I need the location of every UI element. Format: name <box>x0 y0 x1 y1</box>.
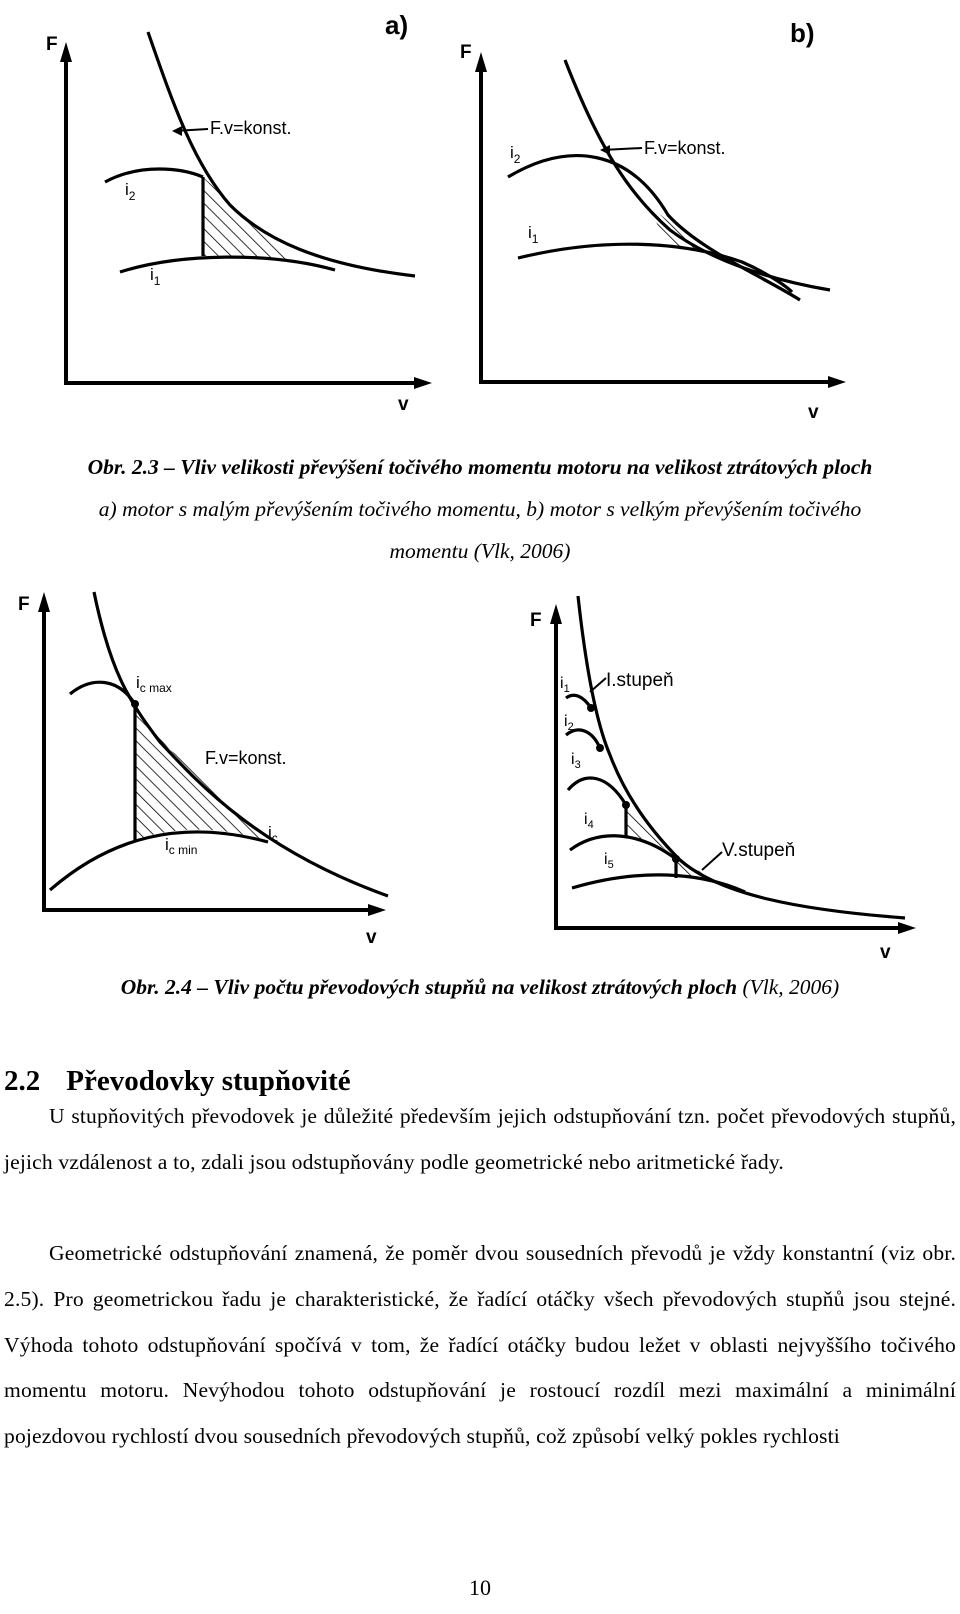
left-i-c-min-sub: c min <box>168 843 198 857</box>
left-panel-i-c-label <box>268 823 278 845</box>
left-i-c-min-i: i <box>165 835 169 854</box>
left-panel-x-axis-label: v <box>366 927 377 948</box>
left-panel-i-c-max-label <box>136 673 172 695</box>
left-i-c-i: i <box>268 823 272 842</box>
left-panel-y-axis-label: F <box>18 594 30 615</box>
panel-b-x-arrow <box>828 376 846 388</box>
panel-a-y-arrow <box>60 42 72 62</box>
gear-5-sub: 5 <box>607 859 614 871</box>
left-i-c-sub: c <box>271 831 278 845</box>
right-panel-y-arrow <box>550 604 562 624</box>
left-i-c-max-sub: c max <box>139 681 172 695</box>
gear-2-i: i <box>564 713 568 730</box>
panel-a-gear-1-i: i <box>150 265 154 284</box>
gear-2-sub: 2 <box>567 721 574 733</box>
paragraph-1: U stupňovitých převodovek je důležité především jejich odstupňování tzn. počet převodových stupňů, jejich vzdálenost a to, zdali jsou odstupňovány podle geometrické nebo aritmetické řady. <box>4 1104 956 1174</box>
panel-a-label: a) <box>385 10 409 40</box>
right-panel-x-arrow <box>898 922 916 934</box>
gear-5-i: i <box>604 851 608 868</box>
right-panel-envelope-curve <box>578 596 905 918</box>
right-panel-gear-5-curve <box>572 875 745 892</box>
left-panel-y-arrow <box>38 592 50 612</box>
panel-b-gear-1-label <box>528 223 539 246</box>
panel-a-gear-1-sub: 1 <box>153 274 161 288</box>
panel-a-x-arrow <box>414 377 432 389</box>
section-number: 2.2 <box>4 1065 41 1097</box>
panel-b-constant-power-curve <box>565 60 830 290</box>
right-panel-point-1 <box>587 704 595 712</box>
right-panel-gear-4-label <box>584 811 594 831</box>
paragraph-2: Geometrické odstupňování znamená, že poměr dvou sousedních převodů je vždy konstantní (viz obr. 2.5). Pro geometrickou řadu je charakteristické, že řadící otáčky všech převodových stupňů jsou stejné. Výhoda tohoto odstupňování spočívá v tom, že řadící otáčky budou ležet v oblasti nejvyššího točivého momentu motoru. Nevýhodou tohoto odstupňování je rostoucí rozdíl mezi maximální a minimální pojezdovou rychlostí dvou sousedních převodových stupňů, což způsobí velký pokles rychlosti <box>4 1241 956 1449</box>
figure-2-3-caption-line-1 <box>0 446 960 488</box>
right-panel-y-axis-label: F <box>530 610 542 631</box>
left-panel-i-c-min-curve <box>50 832 268 890</box>
panel-b-y-axis-label: F <box>460 42 472 63</box>
page-number: 10 <box>469 1575 491 1600</box>
panel-a-gear-1-label <box>150 265 161 288</box>
right-panel-gear-5-label <box>604 851 614 871</box>
right-panel-fifth-gear-label: V.stupeň <box>722 840 796 861</box>
figure-2-3-caption-lead: Obr. 2.3 – Vliv velikosti převýšení točivého momentu motoru na velikost ztrátových ploch <box>87 455 873 479</box>
figure-2-4-caption-rest: (Vlk, 2006) <box>737 975 840 999</box>
panel-b-label: b) <box>790 18 815 48</box>
panel-b-axes <box>481 70 830 382</box>
right-panel-first-gear-pointer <box>590 678 606 692</box>
left-panel-i-c-max-point <box>131 700 139 708</box>
panel-b-curve-label: F.v=konst. <box>644 138 726 158</box>
panel-b-gear-1-curve <box>518 244 792 292</box>
right-panel-point-2 <box>596 744 604 752</box>
gear-4-sub: 4 <box>587 819 594 831</box>
right-panel-fifth-gear-pointer <box>702 852 722 870</box>
figure-2-4-caption-lead: Obr. 2.4 – Vliv počtu převodových stupňů na velikost ztrátových ploch <box>120 975 738 999</box>
gear-3-sub: 3 <box>574 759 581 771</box>
figure-2-4-panel-left <box>18 592 388 948</box>
panel-a-gear-2-curve <box>105 169 203 182</box>
left-i-c-max-i: i <box>136 673 140 692</box>
panel-a-gear-2-i: i <box>125 180 129 199</box>
right-panel-gear-1-curve <box>566 695 591 708</box>
left-panel-curve-label: F.v=konst. <box>205 748 287 768</box>
gear-1-i: i <box>560 675 564 692</box>
panel-a-y-axis-label: F <box>46 34 58 55</box>
gear-4-i: i <box>584 811 588 828</box>
gear-3-i: i <box>571 751 575 768</box>
panel-a-arrowhead <box>172 126 182 136</box>
panel-b-gear-2-label <box>510 143 521 166</box>
panel-a-curve-label: F.v=konst. <box>210 118 292 138</box>
figure-2-4-caption <box>0 966 960 1008</box>
panel-a-x-axis-label: v <box>398 394 409 415</box>
panel-b-gear-2-curve <box>508 156 800 300</box>
right-panel-gear-1-label <box>560 675 570 695</box>
right-panel-axes <box>556 622 900 928</box>
panel-b-gear-1-sub: 1 <box>531 232 539 246</box>
right-panel-point-3 <box>622 801 630 809</box>
panel-a-gear-2-label <box>125 180 136 203</box>
figure-2-4-panel-right <box>530 596 916 963</box>
panel-b-gear-2-i: i <box>510 143 514 162</box>
right-panel-loss-area-3 <box>626 805 668 852</box>
figure-2-3 <box>0 0 960 440</box>
figure-2-3-panel-b <box>460 18 846 423</box>
left-panel-i-c-min-label <box>165 835 197 857</box>
section-title: Převodovky stupňovité <box>66 1065 351 1097</box>
panel-a-gear-2-sub: 2 <box>128 189 136 203</box>
panel-a-constant-power-curve <box>148 32 415 276</box>
figure-2-3-panel-a <box>46 10 432 415</box>
right-panel-point-4 <box>672 855 680 863</box>
left-panel-i-c-max-curve <box>70 682 135 704</box>
panel-b-x-axis-label: v <box>808 402 819 423</box>
gear-1-sub: 1 <box>563 683 570 695</box>
panel-b-gear-1-i: i <box>528 223 532 242</box>
figure-2-4 <box>0 580 960 970</box>
panel-b-y-arrow <box>475 52 487 72</box>
right-panel-x-axis-label: v <box>880 942 891 963</box>
left-panel-x-arrow <box>368 904 386 916</box>
panel-b-gear-2-sub: 2 <box>513 152 521 166</box>
right-panel-gear-3-label <box>571 751 581 771</box>
right-panel-first-gear-label: I.stupeň <box>606 670 674 691</box>
figure-2-3-caption-line-3: momentu (Vlk, 2006) <box>389 539 571 563</box>
figure-2-3-caption-line-2: a) motor s malým převýšením točivého momentu, b) motor s velkým převýšením točivého <box>98 497 862 521</box>
right-panel-gear-2-label <box>564 713 574 733</box>
right-panel-gear-3-curve <box>568 778 626 805</box>
